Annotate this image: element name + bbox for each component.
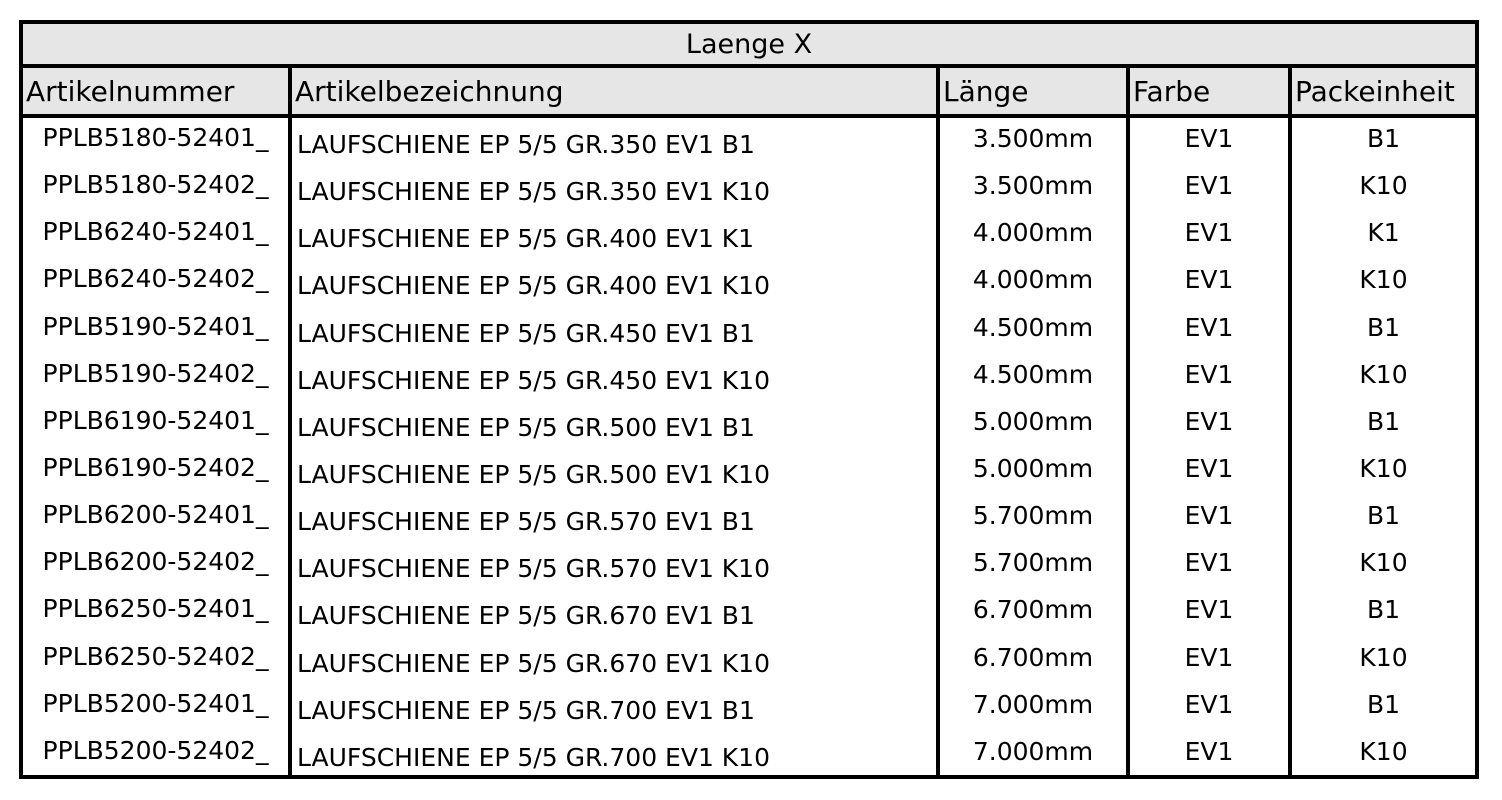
cell-packeinheit: K10 [1359,265,1408,295]
cell-laenge: 6.700mm [972,642,1094,672]
table-row [23,637,1475,684]
table-row [23,731,1475,778]
cell-farbe: EV1 [1184,312,1234,342]
cell-packeinheit: K10 [1359,642,1408,672]
table-row [23,401,1475,448]
cell-artikelbezeichnung: LAUFSCHIENE EP 5/5 GR.500 EV1 B1 [297,412,755,442]
cell-laenge: 4.000mm [972,265,1094,295]
header-farbe: Farbe [1133,74,1211,108]
cell-artikelnummer: PPLB6200-52402_ [42,547,269,577]
cell-packeinheit: B1 [1366,689,1401,719]
cell-laenge: 7.000mm [972,689,1094,719]
cell-laenge: 5.700mm [972,501,1094,531]
cell-farbe: EV1 [1184,453,1234,483]
cell-artikelnummer: PPLB6240-52401_ [42,217,269,247]
cell-packeinheit: K10 [1359,171,1408,201]
header-artikelbezeichnung: Artikelbezeichnung [295,74,564,108]
header-packeinheit: Packeinheit [1295,74,1455,108]
cell-packeinheit: K10 [1359,453,1408,483]
cell-farbe: EV1 [1184,501,1234,531]
cell-laenge: 5.700mm [972,548,1094,578]
cell-artikelbezeichnung: LAUFSCHIENE EP 5/5 GR.450 EV1 B1 [297,318,755,348]
cell-artikelbezeichnung: LAUFSCHIENE EP 5/5 GR.400 EV1 K10 [297,271,770,301]
cell-artikelbezeichnung: LAUFSCHIENE EP 5/5 GR.670 EV1 K10 [297,648,770,678]
cell-laenge: 5.000mm [972,406,1094,436]
article-table [19,20,1479,779]
cell-packeinheit: B1 [1366,312,1401,342]
header-artikelnummer: Artikelnummer [26,74,235,108]
cell-laenge: 5.000mm [972,453,1094,483]
cell-artikelnummer: PPLB5180-52402_ [42,170,269,200]
table-title: Laenge X [23,24,1475,68]
cell-laenge: 3.500mm [972,124,1094,153]
table-row [23,684,1475,731]
table-body [23,118,1475,778]
cell-packeinheit: K10 [1359,359,1408,389]
cell-packeinheit: B1 [1366,595,1401,625]
cell-artikelbezeichnung: LAUFSCHIENE EP 5/5 GR.350 EV1 K10 [297,177,770,207]
cell-artikelbezeichnung: LAUFSCHIENE EP 5/5 GR.500 EV1 K10 [297,459,770,489]
cell-artikelbezeichnung: LAUFSCHIENE EP 5/5 GR.400 EV1 K1 [297,224,755,254]
cell-artikelnummer: PPLB5190-52401_ [42,311,269,341]
cell-farbe: EV1 [1184,736,1234,766]
cell-laenge: 4.500mm [972,359,1094,389]
cell-farbe: EV1 [1184,124,1234,153]
cell-artikelnummer: PPLB6250-52401_ [42,594,269,624]
table-row [23,589,1475,636]
cell-laenge: 6.700mm [972,595,1094,625]
cell-artikelnummer: PPLB6240-52402_ [42,264,269,294]
cell-laenge: 3.500mm [972,171,1094,201]
cell-laenge: 7.000mm [972,736,1094,766]
cell-artikelnummer: PPLB6200-52401_ [42,500,269,530]
cell-packeinheit: B1 [1366,124,1401,153]
cell-laenge: 4.000mm [972,218,1094,248]
cell-farbe: EV1 [1184,406,1234,436]
cell-artikelnummer: PPLB5180-52401_ [42,123,269,152]
cell-artikelbezeichnung: LAUFSCHIENE EP 5/5 GR.350 EV1 B1 [297,130,755,159]
table-row [23,307,1475,354]
cell-farbe: EV1 [1184,548,1234,578]
table-row [23,259,1475,306]
table-row [23,495,1475,542]
cell-farbe: EV1 [1184,642,1234,672]
cell-farbe: EV1 [1184,171,1234,201]
table-header-row [23,68,1475,118]
cell-artikelnummer: PPLB6250-52402_ [42,641,269,671]
cell-farbe: EV1 [1184,359,1234,389]
cell-artikelbezeichnung: LAUFSCHIENE EP 5/5 GR.700 EV1 B1 [297,695,755,725]
table-row [23,354,1475,401]
table-row [23,212,1475,259]
cell-packeinheit: B1 [1366,501,1401,531]
cell-farbe: EV1 [1184,595,1234,625]
cell-packeinheit: K1 [1367,218,1400,248]
cell-artikelbezeichnung: LAUFSCHIENE EP 5/5 GR.450 EV1 K10 [297,365,770,395]
table-row [23,165,1475,212]
cell-artikelnummer: PPLB6190-52402_ [42,452,269,482]
cell-laenge: 4.500mm [972,312,1094,342]
cell-packeinheit: K10 [1359,548,1408,578]
cell-artikelnummer: PPLB5200-52402_ [42,735,269,765]
cell-artikelnummer: PPLB5200-52401_ [42,688,269,718]
cell-artikelbezeichnung: LAUFSCHIENE EP 5/5 GR.570 EV1 B1 [297,507,755,537]
cell-farbe: EV1 [1184,218,1234,248]
cell-packeinheit: K10 [1359,736,1408,766]
cell-artikelbezeichnung: LAUFSCHIENE EP 5/5 GR.670 EV1 B1 [297,601,755,631]
cell-packeinheit: B1 [1366,406,1401,436]
cell-artikelnummer: PPLB6190-52401_ [42,405,269,435]
cell-farbe: EV1 [1184,265,1234,295]
header-laenge: Länge [943,74,1029,108]
table-row [23,448,1475,495]
table-row [23,542,1475,589]
cell-artikelnummer: PPLB5190-52402_ [42,358,269,388]
cell-farbe: EV1 [1184,689,1234,719]
cell-artikelbezeichnung: LAUFSCHIENE EP 5/5 GR.570 EV1 K10 [297,554,770,584]
cell-artikelbezeichnung: LAUFSCHIENE EP 5/5 GR.700 EV1 K10 [297,742,770,772]
table-row [23,118,1475,165]
